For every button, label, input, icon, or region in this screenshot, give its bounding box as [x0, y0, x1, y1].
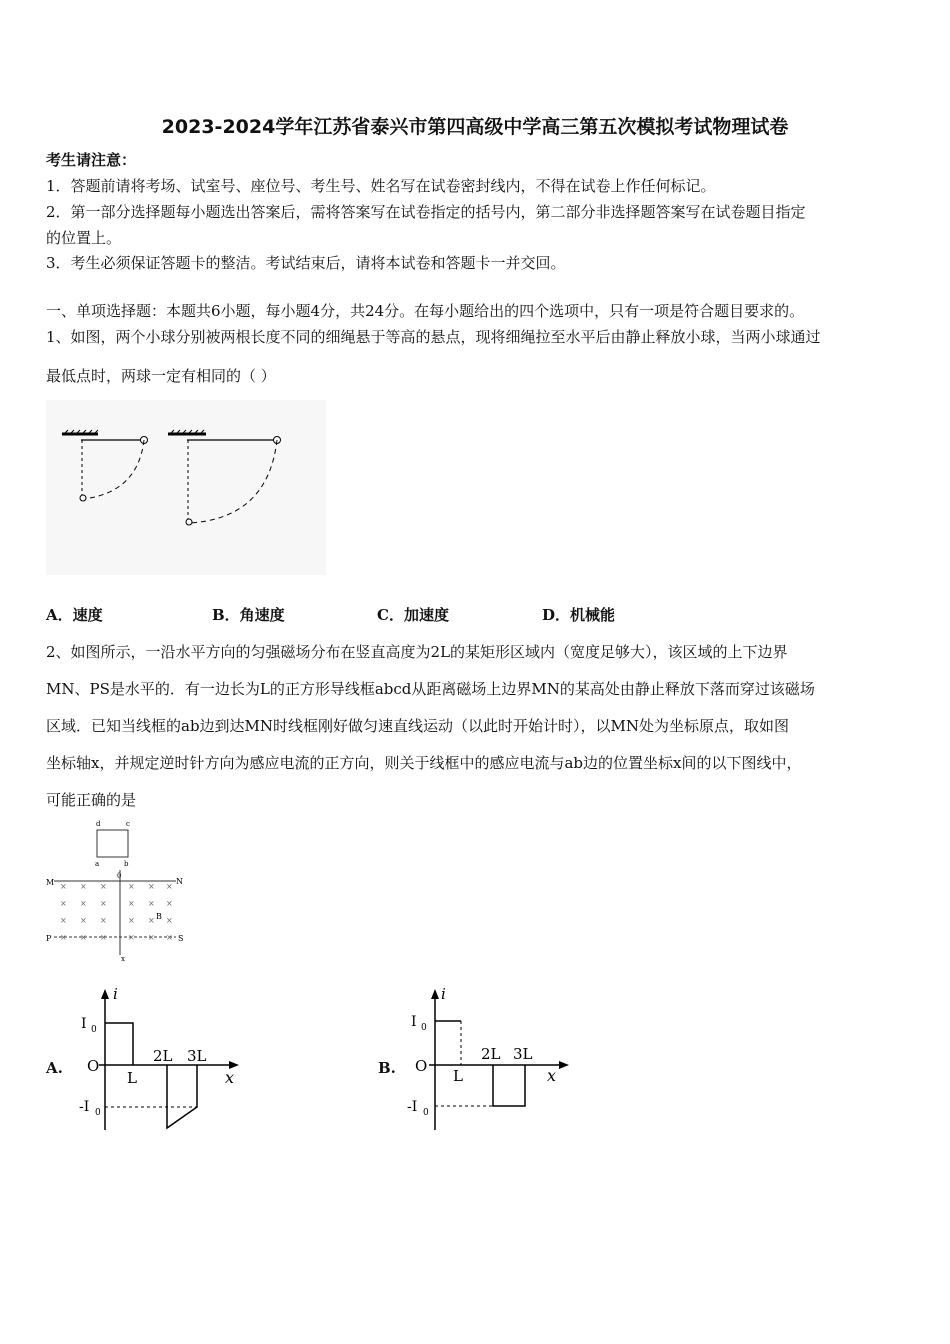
option-c[interactable]: C．加速度: [377, 606, 449, 624]
axis-label-i: i: [113, 985, 118, 1003]
label-2l: 2L: [153, 1047, 173, 1065]
option-b[interactable]: B．角速度: [212, 606, 285, 624]
label-m: M: [46, 878, 55, 887]
label-neg-i0-sub: 0: [423, 1108, 429, 1118]
svg-text:×: ×: [80, 916, 87, 925]
option-d[interactable]: D．机械能: [542, 606, 616, 624]
label-l: L: [453, 1067, 463, 1085]
y-axis-arrow: [101, 989, 109, 999]
question-1-text: 1、如图，两个小球分别被两根长度不同的细绳悬于等高的悬点，现将细绳拉至水平后由静止释放小球，当两小球通过: [46, 328, 821, 346]
label-a: a: [95, 860, 100, 868]
svg-text:×: ×: [128, 933, 135, 942]
question-2-text: 坐标轴x，并规定逆时针方向为感应电流的正方向，则关于线框中的感应电流与ab边的位置坐标x间的以下图线中，: [46, 754, 802, 772]
option-a[interactable]: A．速度: [46, 606, 103, 624]
svg-text:×: ×: [100, 916, 107, 925]
curve-segment-2: [167, 1065, 197, 1128]
curve-segment-2: [493, 1065, 525, 1106]
graph-b: [405, 985, 575, 1135]
notice-item: 的位置上。: [46, 229, 122, 247]
svg-text:×: ×: [100, 882, 107, 891]
label-x: x: [121, 955, 125, 963]
svg-text:×: ×: [100, 933, 107, 942]
notice-heading: 考生请注意：: [46, 151, 137, 169]
label-origin: O: [415, 1057, 428, 1075]
label-d: d: [96, 820, 101, 828]
label-origin: O: [87, 1057, 100, 1075]
notice-item: 2．第一部分选择题每小题选出答案后，需将答案写在试卷指定的括号内，第二部分非选择题答案写在试卷题目指定: [46, 203, 806, 221]
svg-text:×: ×: [60, 916, 67, 925]
svg-text:×: ×: [80, 933, 87, 942]
svg-text:×: ×: [100, 899, 107, 908]
label-i0: I: [411, 1014, 417, 1030]
label-i0-sub: 0: [421, 1023, 427, 1033]
label-s: S: [178, 934, 184, 943]
graph-a-label[interactable]: A.: [46, 1059, 63, 1077]
question-2-text: 可能正确的是: [46, 791, 137, 809]
svg-text:×: ×: [166, 916, 173, 925]
graph-b-label[interactable]: B.: [378, 1059, 396, 1077]
y-axis-arrow: [431, 989, 439, 999]
pendulum-figure: [46, 400, 326, 575]
svg-text:×: ×: [60, 933, 67, 942]
svg-text:×: ×: [128, 882, 135, 891]
graph-a: [75, 985, 245, 1135]
axis-label-x: x: [225, 1068, 235, 1087]
label-p: P: [46, 934, 52, 943]
notice-item: 1．答题前请将考场、试室号、座位号、考生号、姓名写在试卷密封线内，不得在试卷上作任何标记。: [46, 177, 716, 195]
label-neg-i0-sub: 0: [95, 1108, 101, 1118]
label-neg-i0: -I: [79, 1099, 90, 1115]
label-l: L: [127, 1069, 137, 1087]
label-neg-i0: -I: [407, 1099, 418, 1115]
svg-text:×: ×: [166, 899, 173, 908]
wire-loop: [97, 830, 128, 857]
svg-text:×: ×: [148, 882, 155, 891]
svg-text:×: ×: [148, 933, 155, 942]
label-field-b: B: [156, 912, 162, 921]
figure-background: [46, 400, 326, 575]
label-n: N: [176, 877, 183, 886]
svg-text:×: ×: [60, 899, 67, 908]
question-2-text: MN、PS是水平的．有一边长为L的正方形导线框abcd从距离磁场上边界MN的某高处由静止释放下落而穿过该磁场: [46, 680, 815, 698]
notice-item: 3．考生必须保证答题卡的整洁。考试结束后，请将本试卷和答题卡一并交回。: [46, 254, 566, 272]
axis-label-x: x: [547, 1066, 557, 1085]
section-heading: 一、单项选择题：本题共6小题，每小题4分，共24分。在每小题给出的四个选项中，只有一项是符合题目要求的。: [46, 302, 805, 320]
svg-text:×: ×: [80, 899, 87, 908]
svg-text:×: ×: [148, 899, 155, 908]
label-origin: 0: [117, 872, 122, 880]
svg-text:×: ×: [128, 899, 135, 908]
label-2l: 2L: [481, 1045, 501, 1063]
label-b: b: [124, 860, 129, 868]
svg-text:×: ×: [60, 882, 67, 891]
x-axis-arrow: [559, 1061, 569, 1069]
question-2-text: 2、如图所示，一沿水平方向的匀强磁场分布在竖直高度为2L的某矩形区域内（宽度足够大），该区域的上下边界: [46, 643, 788, 661]
svg-text:×: ×: [148, 916, 155, 925]
curve-segment-1: [105, 1023, 133, 1065]
page-title: 2023-2024学年江苏省泰兴市第四高级中学高三第五次模拟考试物理试卷: [161, 116, 789, 138]
svg-text:×: ×: [128, 916, 135, 925]
label-i0-sub: 0: [91, 1025, 97, 1035]
magnetic-field-figure: [40, 815, 200, 965]
question-1-text: 最低点时，两球一定有相同的（ ）: [46, 367, 276, 385]
svg-text:×: ×: [166, 882, 173, 891]
label-3l: 3L: [187, 1047, 207, 1065]
svg-text:×: ×: [166, 933, 173, 942]
axis-label-i: i: [441, 985, 446, 1003]
label-i0: I: [81, 1016, 87, 1032]
question-2-text: 区域．已知当线框的ab边到达MN时线框刚好做匀速直线运动（以此时开始计时），以MN处为坐标原点，取如图: [46, 717, 790, 735]
svg-text:×: ×: [80, 882, 87, 891]
label-c: c: [126, 820, 130, 828]
label-3l: 3L: [513, 1045, 533, 1063]
